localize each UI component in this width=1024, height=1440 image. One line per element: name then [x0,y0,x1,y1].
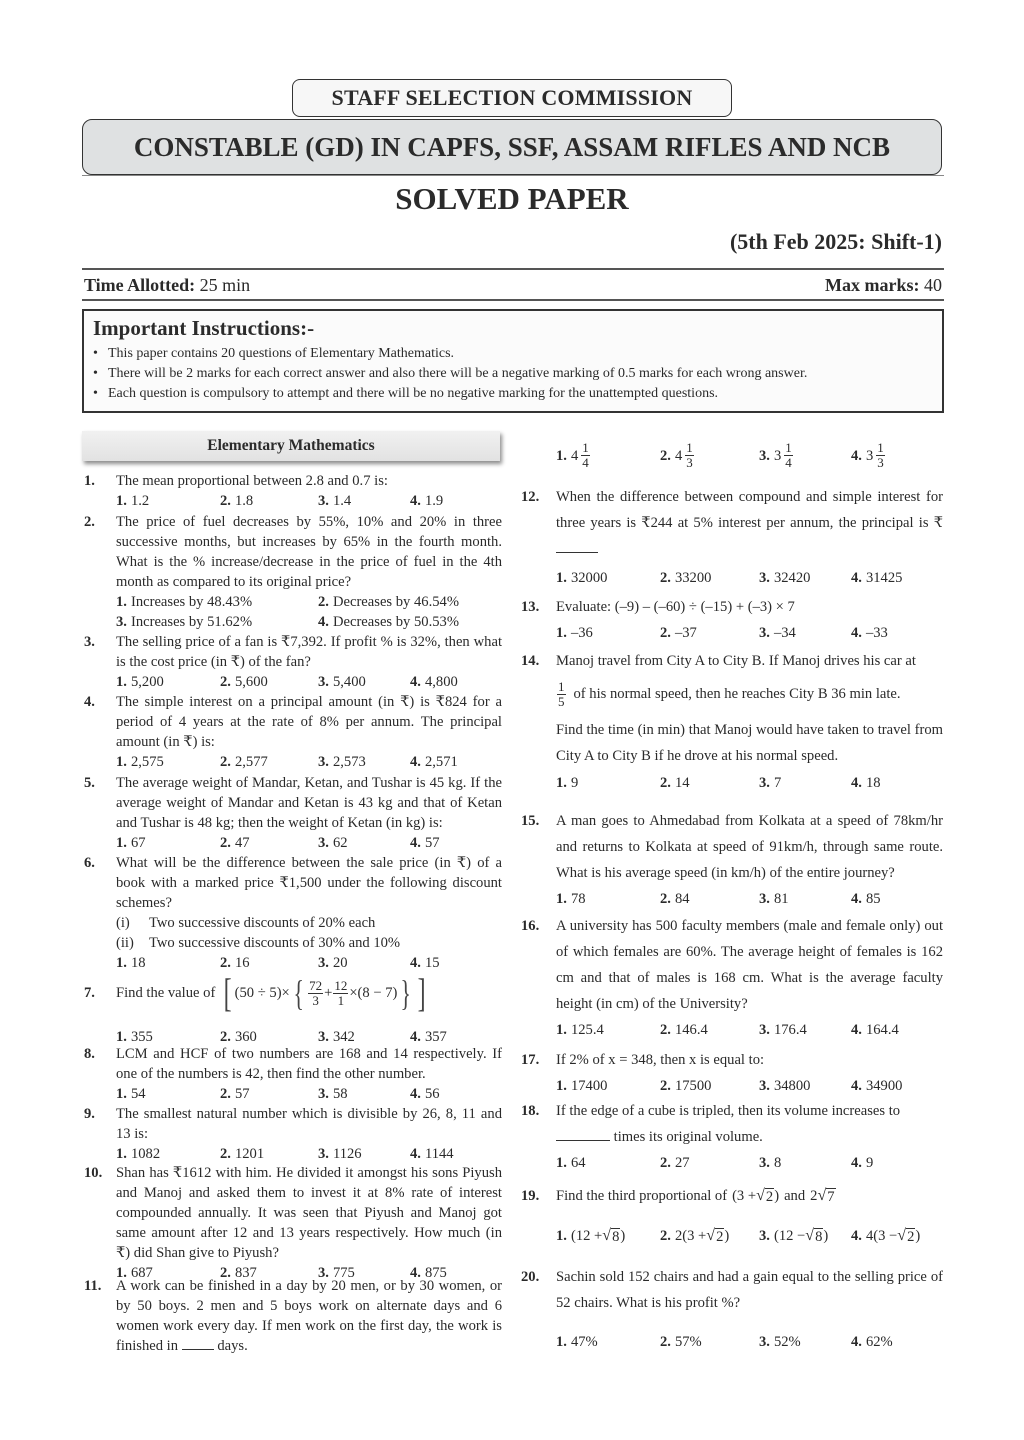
option-3[interactable]: 3. 5,400 [318,674,366,690]
question-number: 4. [84,694,95,710]
answer-blank [556,1140,610,1141]
option-4[interactable]: 4. 3 $\frac{1}{3}$ [851,440,884,470]
paper-date-shift: (5th Feb 2025: Shift-1) [729,229,942,254]
option-1[interactable]: 1. Increases by 48.43% [116,594,253,610]
option-2[interactable]: 2. –37 [660,625,697,641]
header-divider [82,175,944,176]
option-3[interactable]: 3. 32420 [759,570,811,586]
option-1[interactable]: 1. 47% [556,1334,598,1350]
options [116,672,502,692]
option-1[interactable]: 1. 4 $\frac{1}{4}$ [556,440,589,470]
option-2[interactable]: 2. 837 [220,1265,257,1281]
options [556,889,943,909]
option-4[interactable]: 4. Decreases by 50.53% [318,614,459,630]
question-text: The selling price of a fan is ₹7,392. If profit % is 32%, then what is the cost price (in ₹) of the fan? [116,634,502,670]
option-3[interactable]: 3. 342 [318,1029,355,1045]
option-3[interactable]: 3. 20 [318,955,348,971]
question-13 [521,597,943,643]
option-2[interactable]: 2. 1.8 [220,493,254,509]
question-text: Find the value of [ (50 ÷ 5)× { $\frac{72}{3}$ + $\frac{12}{1}$ ×(8 − 7) } ] [116,972,502,1014]
answer-blank [182,1349,214,1350]
option-4[interactable]: 4. 57 [410,835,440,851]
expression-2: 2 √ 7 [810,1187,835,1205]
options [116,1144,502,1164]
instructions-title: Important Instructions:- [93,316,315,340]
question-15 [521,808,943,909]
max-marks-value: 40 [924,275,942,295]
option-3[interactable]: 3. 8 [759,1155,782,1171]
question-text: If 2% of x = 348, then x is equal to: [556,1052,765,1068]
option-2[interactable]: 2. 1201 [220,1146,265,1162]
question-6 [84,853,502,973]
option-1[interactable]: 1. 355 [116,1029,153,1045]
option-1[interactable]: 1. 64 [556,1155,586,1171]
option-2[interactable]: 2. 57 [220,1086,250,1102]
option-3[interactable]: 3. (12 − √ 8 ) [759,1227,829,1245]
option-2[interactable]: 2. 360 [220,1029,257,1045]
option-2[interactable]: 2. 84 [660,891,690,907]
option-4[interactable]: 4. –33 [851,625,888,641]
question-number: 20. [521,1269,540,1285]
option-4[interactable]: 4. 15 [410,955,440,971]
question-text: What will be the difference between the sale price (in ₹) of a book with a marked price ₹1,500 under the following discount schemes? [116,855,502,911]
option-2[interactable]: 2. 16 [220,955,250,971]
options [556,1076,943,1096]
option-3[interactable]: 3. 81 [759,891,789,907]
bullet-icon: • [93,386,98,401]
question-number: 10. [84,1165,103,1181]
question-8 [84,1044,502,1104]
question-number: 16. [521,918,540,934]
option-3[interactable]: 3. 34800 [759,1078,811,1094]
option-2[interactable]: 2. 33200 [660,570,712,586]
question-number: 6. [84,855,95,871]
option-2[interactable]: 2. 146.4 [660,1022,708,1038]
option-2[interactable]: 2. 4 $\frac{1}{3}$ [660,440,693,470]
options [556,623,943,643]
option-4[interactable]: 4. 4(3 − √ 2 ) [851,1227,921,1245]
option-4[interactable]: 4. 875 [410,1265,447,1281]
option-4[interactable]: 4. 56 [410,1086,440,1102]
sub-item: (i) Two successive discounts of 20% each [116,915,376,931]
option-3[interactable]: 3. 1.4 [318,493,352,509]
question-number: 14. [521,653,540,669]
option-3[interactable]: 3. 1126 [318,1146,362,1162]
options [556,1226,943,1246]
question-20 [521,1264,943,1352]
options [556,1153,943,1173]
question-11 [84,1276,502,1356]
options [116,953,502,973]
sub-item: (ii) Two successive discounts of 30% and 10% [116,935,401,951]
question-text: Shan has ₹1612 with him. He divided it amongst his sons Piyush and Manoj and asked them to invest it at 8% rate of interest compounded annually. It was seen that Piyush and Manoj got same amount after 12 and 13 years respectively. How much (in ₹) did Shan give to Piyush? [116,1165,502,1261]
instruction-item [92,364,934,384]
option-4[interactable]: 4. 85 [851,891,881,907]
question-text: A man goes to Ahmedabad from Kolkata at a speed of 78km/hr and returns to Kolkata at speed of 91km/h, through same route. What is his average speed (in km/h) of the entire journey? [556,813,943,881]
option-4[interactable]: 4. 34900 [851,1078,903,1094]
options [556,441,943,475]
option-4[interactable]: 4. 1144 [410,1146,454,1162]
question-11-options [521,441,943,475]
question-text: The mean proportional between 2.8 and 0.7 is: [116,473,388,489]
math-expression: [ (50 ÷ 5)× { $\frac{72}{3}$ + $\frac{12}{1}$ ×(8 − 7) } ] [223,970,426,1015]
instruction-item [92,344,934,364]
max-marks [825,275,942,296]
question-17 [521,1050,943,1096]
question-text: The average weight of Mandar, Ketan, and Tushar is 45 kg. If the average weight of Mandar and Ketan is 43 kg and that of Ketan and Tushar is 48 kg; then the weight of Ketan (in kg) is: [116,775,502,831]
option-3[interactable]: 3. 3 $\frac{1}{4}$ [759,440,792,470]
question-19 [521,1186,943,1246]
option-4[interactable]: 4. 2,571 [410,754,458,770]
bullet-icon: • [93,346,98,361]
question-text: LCM and HCF of two numbers are 168 and 14 respectively. If one of the numbers is 42, then find the other number. [116,1046,502,1082]
option-4[interactable]: 4. 9 [851,1155,874,1171]
question-number: 19. [521,1188,540,1204]
answer-blank [556,552,598,553]
option-4[interactable]: 4. 62% [851,1334,893,1350]
question-number: 5. [84,775,95,791]
option-3[interactable]: 3. 62 [318,835,348,851]
option-3[interactable]: 3. Increases by 51.62% [116,614,253,630]
question-number: 12. [521,489,540,505]
question-3 [84,632,502,692]
option-1[interactable]: 1. 32000 [556,570,608,586]
question-number: 11. [84,1278,102,1294]
option-2[interactable]: 2. 57% [660,1334,702,1350]
option-3[interactable]: 3. 775 [318,1265,355,1281]
option-4[interactable]: 4. 31425 [851,570,903,586]
question-number: 18. [521,1103,540,1119]
options [556,1020,943,1040]
question-text: Sachin sold 152 chairs and had a gain equal to the selling price of 52 chairs. What is his profit %? [556,1269,943,1311]
option-1[interactable]: 1. 1.2 [116,493,150,509]
options [556,1332,943,1352]
options [556,568,943,588]
question-text: The price of fuel decreases by 55%, 10% and 20% in three successive months, but increases by 65% in the fourth month. What is the % increase/decrease in the price of fuel in the 4th month as compared to its original price? [116,514,502,590]
options [116,1084,502,1104]
option-1[interactable]: 1. 54 [116,1086,146,1102]
instruction-text: There will be 2 marks for each correct answer and also there will be a negative marking of 0.5 marks for each wrong answer. [108,366,808,381]
time-allotted-value: 25 min [199,275,251,295]
question-text: A work can be finished in a day by 20 men, or by 30 women, or by 50 boys. 2 men and 5 boys work on alternate days and 6 women work every day. If men work on the first day, the work is finished in days. [116,1278,502,1354]
option-2[interactable]: 2. 2,577 [220,754,268,770]
option-1[interactable]: 1. 18 [116,955,146,971]
question-number: 3. [84,634,95,650]
question-9 [84,1104,502,1164]
question-12 [521,484,943,588]
instruction-text: This paper contains 20 questions of Elementary Mathematics. [108,346,455,361]
meta-divider-bottom [82,299,944,301]
question-16 [521,913,943,1040]
option-1[interactable]: 1. 67 [116,835,146,851]
max-marks-label: Max marks: [825,275,920,295]
question-10 [84,1163,502,1283]
option-1[interactable]: 1. 5,200 [116,674,164,690]
question-text: A university has 500 faculty members (male and female only) out of which females are 60%. The average height of females is 162 cm and that of males is 168 cm. What is the average faculty height (in cm) of the University? [556,918,943,1012]
question-text: If the edge of a cube is tripled, then its volume increases to times its original volume. [556,1103,901,1145]
question-5 [84,773,502,853]
instruction-item [92,384,934,404]
exam-title-banner: CONSTABLE (GD) IN CAPFS, SSF, ASSAM RIFLES AND NCB [82,119,942,175]
option-2[interactable]: 2. 5,600 [220,674,268,690]
option-3[interactable]: 3. –34 [759,625,796,641]
question-number: 8. [84,1046,95,1062]
question-1 [84,471,502,511]
option-4[interactable]: 4. 357 [410,1029,447,1045]
question-18 [521,1098,943,1173]
option-1[interactable]: 1. 2,575 [116,754,164,770]
question-number: 7. [84,985,95,1001]
option-2[interactable]: 2. Decreases by 46.54% [318,594,459,610]
time-allotted [84,275,250,296]
question-number: 13. [521,599,540,615]
options [116,592,502,612]
option-1[interactable]: 1. (12 + √ 8 ) [556,1227,626,1245]
instructions-list [92,344,934,404]
options [116,833,502,853]
options [556,773,943,793]
option-3[interactable]: 3. 52% [759,1334,801,1350]
paper-title: SOLVED PAPER [395,181,629,216]
expression-1: (3 + √ 2 ) [732,1187,780,1205]
option-3[interactable]: 3. 176.4 [759,1022,807,1038]
question-number: 9. [84,1106,95,1122]
option-1[interactable]: 1. 9 [556,775,579,791]
option-4[interactable]: 4. 18 [851,775,881,791]
question-text: Evaluate: (–9) – (–60) ÷ (–15) + (–3) × 7 [556,599,795,615]
option-4[interactable]: 4. 164.4 [851,1022,899,1038]
question-number: 17. [521,1052,540,1068]
options [116,612,502,632]
options [116,752,502,772]
question-number: 1. [84,473,95,489]
option-2[interactable]: 2. 2(3 + √ 2 ) [660,1227,730,1245]
option-2[interactable]: 2. 47 [220,835,250,851]
option-3[interactable]: 3. 2,573 [318,754,366,770]
question-7 [84,972,502,1047]
question-14 [521,651,943,793]
bullet-icon: • [93,366,98,381]
option-1[interactable]: 1. 17400 [556,1078,608,1094]
question-2 [84,512,502,632]
option-2[interactable]: 2. 27 [660,1155,690,1171]
question-text: Manoj travel from City A to City B. If Manoj drives his car at $\frac{1}{5}$ of his normal speed, then he reaches City B 36 min late. Find the time (in min) that Manoj would have taken to travel from City A to City B if he drove at his normal speed. [556,653,943,764]
question-number: 2. [84,514,95,530]
meta-divider-top [82,268,944,270]
question-4 [84,692,502,772]
question-text: Find the third proportional of (3 + √ 2 ) and 2 √ 7 [556,1187,835,1205]
option-1[interactable]: 1. 125.4 [556,1022,604,1038]
option-4[interactable]: 4. 4,800 [410,674,458,690]
question-text: The smallest natural number which is divisible by 26, 8, 11 and 13 is: [116,1106,502,1142]
option-1[interactable]: 1. –36 [556,625,593,641]
option-1[interactable]: 1. 687 [116,1265,153,1281]
question-number: 15. [521,813,540,829]
instructions-box [82,309,944,413]
section-title-banner: Elementary Mathematics [82,431,500,461]
time-allotted-label: Time Allotted: [84,275,196,295]
option-2[interactable]: 2. 17500 [660,1078,712,1094]
option-4[interactable]: 4. 1.9 [410,493,444,509]
option-2[interactable]: 2. 14 [660,775,690,791]
organization-banner: STAFF SELECTION COMMISSION [292,79,732,117]
option-3[interactable]: 3. 58 [318,1086,348,1102]
option-1[interactable]: 1. 78 [556,891,586,907]
instruction-text: Each question is compulsory to attempt and there will be no negative marking for the unattempted questions. [108,386,719,401]
options [116,491,502,511]
question-text: The simple interest on a principal amount (in ₹) is ₹824 for a period of 4 years at the rate of 8% per annum. The principal amount (in ₹) is: [116,694,502,750]
question-text: When the difference between compound and simple interest for three years is ₹244 at 5% interest per annum, the principal is ₹ [556,484,943,562]
option-3[interactable]: 3. 7 [759,775,782,791]
option-1[interactable]: 1. 1082 [116,1146,161,1162]
